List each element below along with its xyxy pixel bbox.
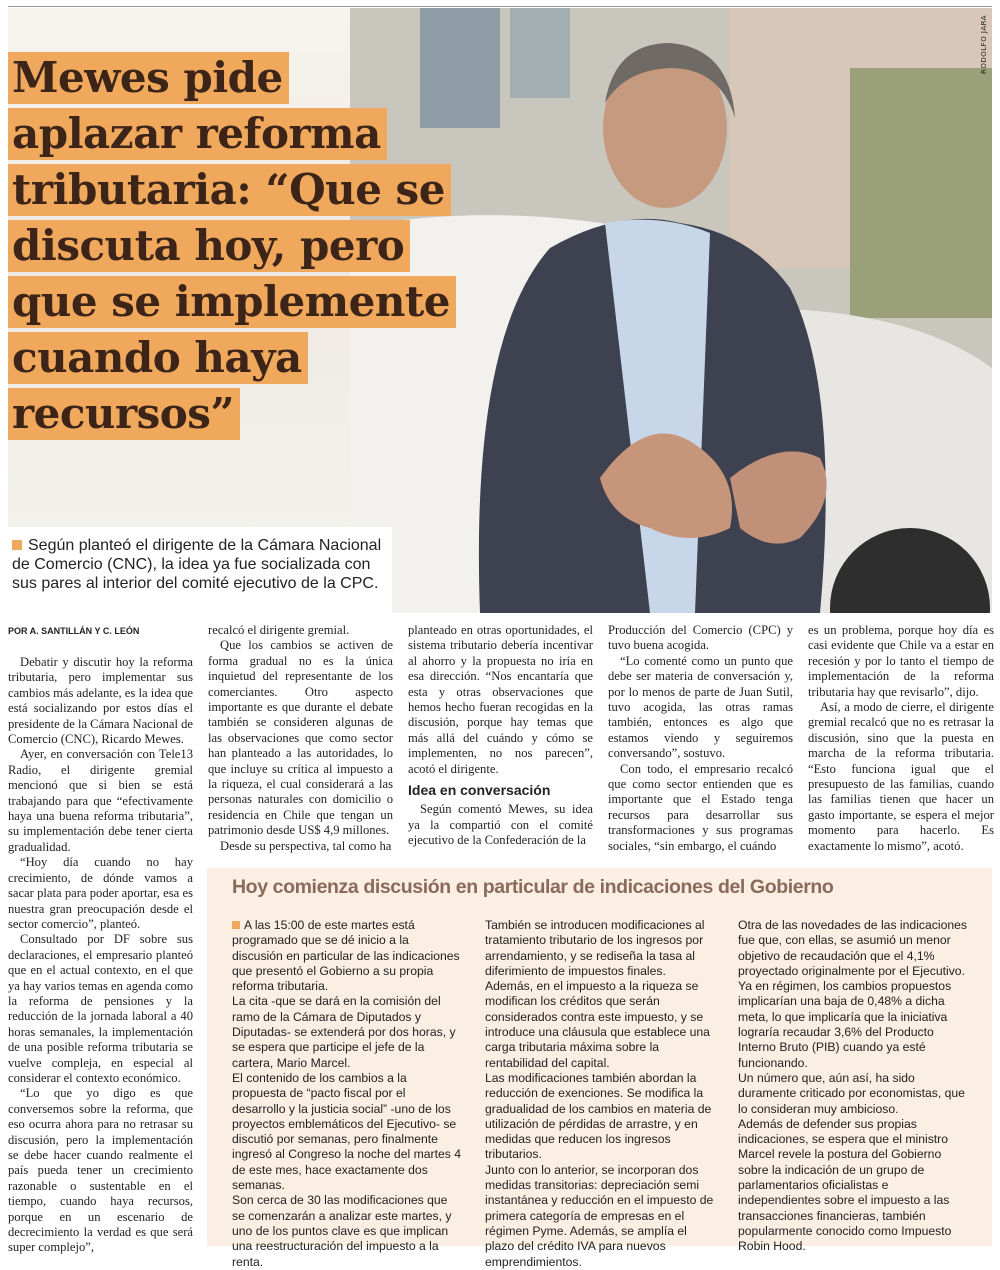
paragraph: es un problema, porque hoy día es casi evidente que Chile va a estar en recesión y por lo tanto el tiempo de implementación de la reforma tributaria hay que revisarlo”, dijo. <box>808 623 994 699</box>
paragraph: Junto con lo anterior, se incorporan dos medidas transitorias: depreciación semi instantánea y reducción en el impuesto de primera categoría de empresas en el régimen Pyme. Además, se amplía el plazo del crédito IVA para nuevos emprendimientos. <box>485 1162 714 1269</box>
deck-text: Según planteó el dirigente de la Cámara Nacional de Comercio (CNC), la idea ya fue socializada con sus pares al interior del comité ejecutivo de la CPC. <box>12 537 382 592</box>
paragraph: Otra de las novedades de las indicaciones fue que, con ellas, se asumió un menor objetivo de recaudación que el 4,1% proyectado originalmente por el Ejecutivo. <box>738 918 967 978</box>
paragraph: Las modificaciones también abordan la reducción de exenciones. Se modifica la gradualidad de los cambios en materia de utilización de pérdidas de arrastre, y en medidas que reducen los ingresos tributarios. <box>485 1070 712 1162</box>
paragraph-text: A las 15:00 de este martes está programado que se dé inicio a la discusión en particular de las indicaciones que presentó el Gobierno a su propia reforma tributaria. <box>232 918 460 994</box>
paragraph: recalcó el dirigente gremial. <box>208 623 350 637</box>
paragraph: “Lo que yo digo es que conversemos sobre la reforma, que eso ocurra ahora para no retrasar su discusión, pero la implementación se debe hacer cuando realmente el país pueda tener un crecimiento razonable o sustentable en el tiempo, cuando haya recursos, porque en un escenario de decrecimiento la verdad es que será super complejo”, <box>8 1086 193 1255</box>
paragraph: Consultado por DF sobre sus declaraciones, el empresario planteó que en el actual contexto, en el que ya hay varios temas en agenda como la reforma de pensiones y la reducción de la jornada laboral a 40 horas semanales, la implementación de una posible reforma tributaria se vuelve compleja, en especial al considerar el contexto económico. <box>8 932 193 1085</box>
bullet-square-icon <box>12 540 22 550</box>
paragraph: Un número que, aún así, ha sido duramente criticado por economistas, que lo consideran muy ambicioso. <box>738 1070 965 1116</box>
headline-line: tributaria: “Que se <box>8 164 451 216</box>
paragraph: Según comentó Mewes, su idea ya la compartió con el comité ejecutivo de la Confederación de la <box>408 802 593 848</box>
bullet-square-icon <box>232 921 240 929</box>
headline-line: recursos” <box>8 388 240 440</box>
headline-line: que se implemente <box>8 276 456 328</box>
paragraph: Además de defender sus propias indicaciones, se espera que el ministro Marcel revele la postura del Gobierno sobre la indicación de un grupo de parlamentarios oficialistas e independientes sobre el impuesto a las transacciones financieras, también popularmente conocido como Impuesto Robin Hood. <box>738 1116 952 1254</box>
top-rule <box>8 6 992 7</box>
article-column-5 <box>808 623 994 854</box>
headline-line: Mewes pide <box>8 52 289 104</box>
paragraph: Ayer, en conversación con Tele13 Radio, el dirigente gremial mencionó que si bien se está trabajando para que “efectivamente haya una buena reforma tributaria”, su implementación debe tener cierta gradualidad. <box>8 747 193 854</box>
paragraph: También se introducen modificaciones al tratamiento tributario de los ingresos por arrendamiento, y se rediseña la tasa al diferimiento de impuestos finales. <box>485 918 705 978</box>
paragraph: Desde su perspectiva, tal como ha <box>220 838 392 853</box>
paragraph <box>232 918 462 994</box>
headline-line: cuando haya <box>8 332 308 384</box>
paragraph: Ya en régimen, los cambios propuestos implicarían una baja de 0,48% a dicha meta, lo que implicaría que la iniciativa lograría recaudar 3,6% del Producto Interno Bruto (PIB) cuando ya esté funcionando. <box>738 979 952 1070</box>
byline: POR A. SANTILLÁN Y C. LEÓN <box>8 626 140 636</box>
sidebar-column-2 <box>485 918 717 1270</box>
article-column-3 <box>408 623 593 849</box>
paragraph: Así, a modo de cierre, el dirigente gremial recalcó que no es retrasar la discusión, sino que la puesta en marcha de la reforma tributaria. “Esto funciona igual que el presupuesto de las familias, cuando las familias tienen que hacer un gasto importante, se espera el mejor momento para hacerlo. Es exactamente lo mismo”, acotó. <box>808 700 994 853</box>
paragraph: Con todo, el empresario recalcó que como sector entienden que es importante que el Estado tenga recursos para desarrollar sus transformaciones y sus programas sociales, “sin embargo, el cuándo <box>608 761 793 853</box>
headline-line: discuta hoy, pero <box>8 220 410 272</box>
paragraph: Son cerca de 30 las modificaciones que se comenzarán a analizar este martes, y uno de los puntos clave es que implican una reestructuración del impuesto a la renta. <box>232 1193 452 1269</box>
sidebar-column-3 <box>738 918 970 1255</box>
paragraph: Que los cambios se activen de forma gradual no es la única inquietud del representante de los comerciantes. Otro aspecto importante es que durante el debate también se consideren algunas de las observaciones que como sector han planteado a las autoridades, lo que incluye su crítica al impuesto a la riqueza, el cual considerará a las personas naturales con domicilio o residencia en Chile que tengan un patrimonio desde US$ 4,9 millones. <box>208 638 393 838</box>
headline <box>8 50 478 442</box>
sidebar-column-1 <box>232 918 462 1270</box>
article-column-1 <box>8 655 193 1256</box>
deck <box>12 536 382 593</box>
paragraph: Producción del Comercio (CPC) y tuvo buena acogida. <box>608 623 793 653</box>
sidebar-box-title: Hoy comienza discusión en particular de indicaciones del Gobierno <box>232 876 834 898</box>
paragraph: planteado en otras oportunidades, el sistema tributario debería incentivar al ahorro y la propuesta no iría en esa dirección. “Nos encantaría que esta y otras observaciones que hemos hecho fueran recogidas en la discusión, porque hay temas que más allá del cuándo y cómo se implementen, no nos parecen”, acotó el dirigente. <box>408 623 593 776</box>
photo-credit: RODOLFO JARA <box>980 14 988 74</box>
subhead: Idea en conversación <box>408 782 551 799</box>
paragraph: “Hoy día cuando no hay crecimiento, de dónde vamos a sacar plata para poder aportar, esa es nuestra gran preocupación desde el sector comercio”, planteó. <box>8 855 193 931</box>
paragraph: Además, en el impuesto a la riqueza se modifican los créditos que serán considerados contra este impuesto, y se introduce una cláusula que establece una carga tributaria máxima sobre la rentabilidad del capital. <box>485 979 710 1070</box>
article-column-4 <box>608 623 793 854</box>
article-column-2 <box>208 623 393 854</box>
paragraph: La cita -que se dará en la comisión del ramo de la Cámara de Diputados y Diputadas- se extenderá por dos horas, y se espera que participe el jefe de la cartera, Mario Marcel. <box>232 994 456 1070</box>
headline-line: aplazar reforma <box>8 108 387 160</box>
paragraph: El contenido de los cambios a la propuesta de “pacto fiscal por el desarrollo y la justicia social” -uno de los proyectos emblemáticos del Ejecutivo- se discutió por semanas, pero finalmente ingresó al Congreso la noche del martes 4 de este mes, hace exactamente dos semanas. <box>232 1070 461 1193</box>
paragraph: “Lo comenté como un punto que debe ser materia de conversación y, por lo menos de parte de Juan Sutil, tuvo acogida, las otras ramas también, entonces es algo que estamos viendo y seguiremos conversando”, sostuvo. <box>608 653 793 761</box>
paragraph: Debatir y discutir hoy la reforma tributaria, pero implementar sus cambios más adelante, es la idea que está socializando por estos días el presidente de la Cámara Nacional de Comercio (CNC), Ricardo Mewes. <box>8 655 193 747</box>
